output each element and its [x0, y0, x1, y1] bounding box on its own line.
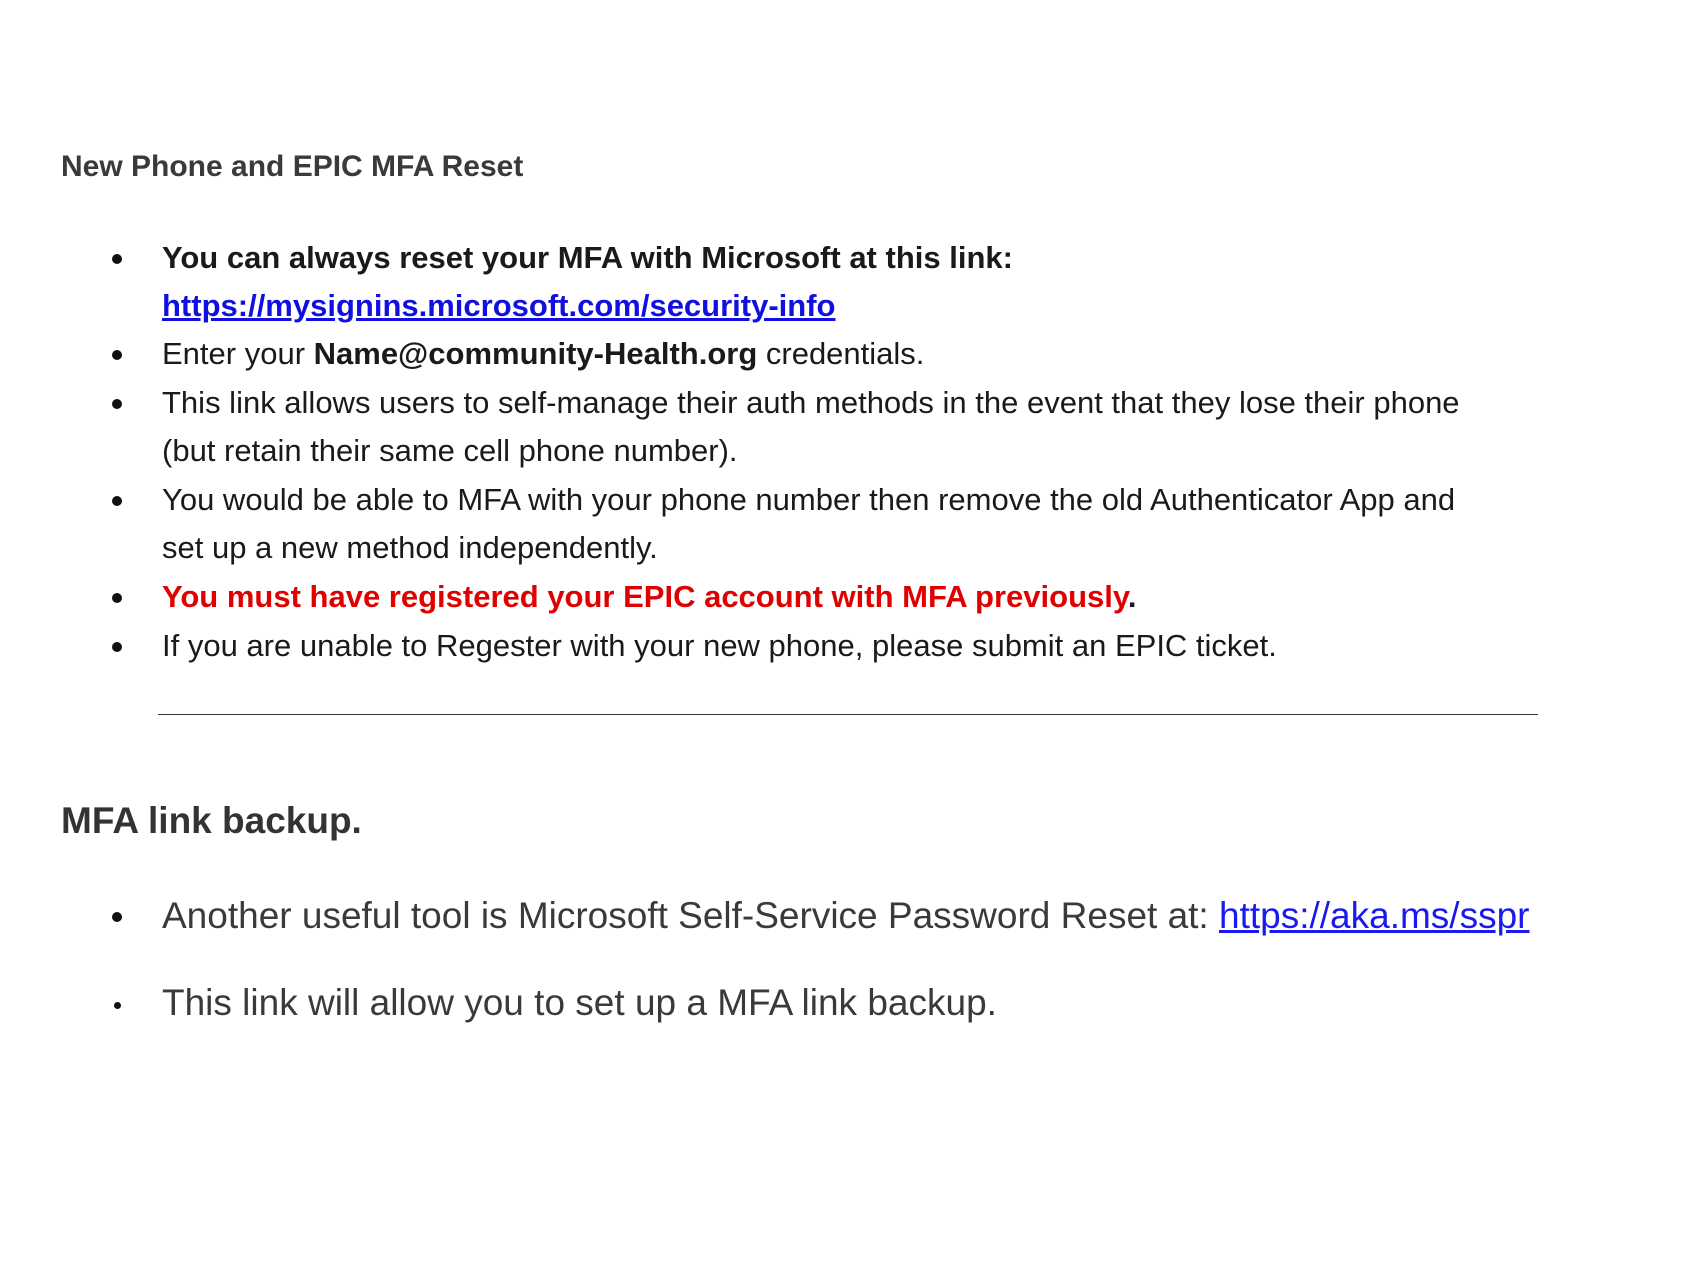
bullet-icon [112, 912, 122, 922]
list-item-text: You would be able to MFA with your phone number then remove the old Authenticator App and [162, 482, 1456, 517]
warning-text: You must have registered your EPIC account with MFA previously [162, 579, 1128, 614]
list-item-text: . [1127, 579, 1137, 614]
bullet-icon [112, 642, 122, 652]
bullet-icon [112, 350, 122, 360]
list-item-text: Another useful tool is Microsoft Self-Service Password Reset at: [162, 895, 1219, 936]
list-item-text: This link will allow you to set up a MFA link backup. [162, 982, 997, 1023]
sspr-link[interactable]: https://aka.ms/sspr [1219, 895, 1530, 936]
bullet-icon [112, 593, 122, 603]
list-item-text: credentials. [757, 336, 925, 371]
credentials-email: Name@community-Health.org [313, 336, 758, 371]
bullet-icon [114, 1002, 121, 1009]
bullet-icon [112, 496, 122, 506]
section-title-mfa-reset: New Phone and EPIC MFA Reset [61, 150, 524, 183]
list-item-text: You can always reset your MFA with Microsoft at this link: [162, 240, 1013, 275]
bullet-icon [112, 399, 122, 409]
list-item-text: set up a new method independently. [162, 530, 658, 565]
list-item-text: If you are unable to Regester with your new phone, please submit an EPIC ticket. [162, 628, 1277, 663]
list-item-text: Enter your [162, 336, 314, 371]
security-info-link[interactable]: https://mysignins.microsoft.com/security-info [162, 288, 836, 323]
bullet-icon [112, 254, 122, 264]
list-item-text: (but retain their same cell phone number). [162, 433, 738, 468]
section-title-mfa-backup: MFA link backup. [61, 800, 362, 841]
horizontal-divider [158, 714, 1538, 715]
list-item-text: This link allows users to self-manage their auth methods in the event that they lose their phone [162, 385, 1460, 420]
